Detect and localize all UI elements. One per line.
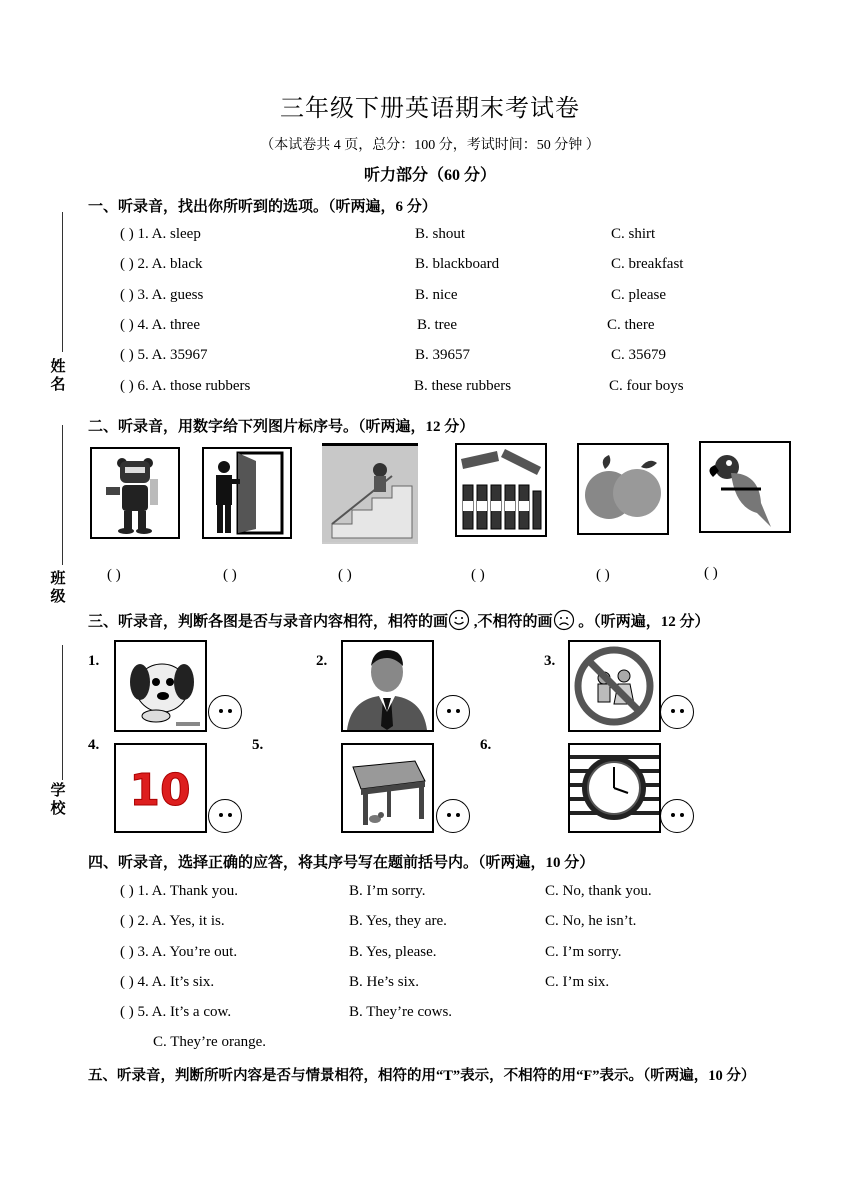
listen-item-2-option-c: C. breakfast bbox=[611, 256, 684, 273]
response-item-3-option-b: B. Yes, please. bbox=[349, 943, 437, 960]
face-circle[interactable] bbox=[436, 695, 470, 729]
listen-item-5-option-c: C. 35679 bbox=[611, 347, 667, 364]
listen-item-3-option-c: C. please bbox=[611, 286, 666, 303]
listen-item-4-option-c: C. there bbox=[607, 316, 655, 333]
number-ten-icon bbox=[114, 743, 207, 833]
page-title: 三年级下册英语期末考试卷 bbox=[280, 96, 580, 122]
face-circle[interactable] bbox=[436, 799, 470, 833]
listen-item-3-question[interactable]: ( ) 3. A. guess bbox=[120, 286, 204, 303]
answer-paren-2[interactable]: ( ) bbox=[223, 567, 237, 583]
frown-icon bbox=[553, 609, 575, 636]
answer-paren-4[interactable]: ( ) bbox=[471, 567, 485, 583]
listen-item-1-question[interactable]: ( ) 1. A. sleep bbox=[120, 226, 201, 242]
listen-item-1-option-b: B. shout bbox=[415, 226, 466, 242]
section-4-heading: 四、听录音，选择正确的应答，将其序号写在题前括号内。（听两遍，10 分） bbox=[88, 855, 595, 871]
table-bird-icon bbox=[341, 743, 434, 833]
item-number: 3. bbox=[544, 653, 556, 669]
parrot-icon bbox=[699, 441, 791, 533]
section-1-heading: 一、听录音，找出你所听到的选项。（听两遍，6 分） bbox=[88, 199, 437, 215]
crayons-icon bbox=[455, 443, 547, 537]
answer-paren-1[interactable]: ( ) bbox=[107, 567, 121, 583]
listen-item-6-question[interactable]: ( ) 6. A. those rubbers bbox=[120, 377, 251, 394]
stairs-icon bbox=[322, 443, 418, 544]
name-label: 姓 名 bbox=[50, 359, 66, 393]
class-line bbox=[62, 425, 63, 565]
listen-item-2-option-b: B. blackboard bbox=[415, 256, 500, 273]
listen-item-4-question[interactable]: ( ) 4. A. three bbox=[120, 316, 200, 333]
oranges-icon bbox=[577, 443, 669, 535]
smile-icon bbox=[448, 609, 470, 636]
answer-paren-3[interactable]: ( ) bbox=[338, 567, 352, 583]
response-item-1-option-b: B. I’m sorry. bbox=[349, 883, 426, 899]
response-item-2-option-c: C. No, he isn’t. bbox=[545, 913, 637, 930]
listen-item-6-option-c: C. four boys bbox=[609, 377, 684, 394]
option-c-extra: C. They’re orange. bbox=[153, 1034, 267, 1050]
class-label: 班 级 bbox=[50, 571, 66, 605]
listen-item-5-option-b: B. 39657 bbox=[415, 347, 471, 364]
listen-item-3-option-b: B. nice bbox=[415, 286, 458, 303]
no-children-icon bbox=[568, 640, 661, 732]
clock-icon bbox=[568, 743, 661, 833]
part-heading: 听力部分（60 分） bbox=[363, 167, 496, 184]
item-number: 5. bbox=[252, 737, 264, 753]
response-item-2-option-b: B. Yes, they are. bbox=[349, 913, 447, 930]
listen-item-5-question[interactable]: ( ) 5. A. 35967 bbox=[120, 347, 208, 364]
section-3-heading: 三、听录音，判断各图是否与录音内容相符，相符的画 ,不相符的画 。（听两遍，12 分） bbox=[88, 609, 710, 636]
response-item-1-question[interactable]: ( ) 1. A. Thank you. bbox=[120, 883, 239, 899]
man-icon bbox=[341, 640, 434, 732]
item-number: 1. bbox=[88, 653, 100, 669]
response-item-4-question[interactable]: ( ) 4. A. It’s six. bbox=[120, 973, 215, 990]
section-5-heading: 五、听录音，判断所听内容是否与情景相符，相符的用“T”表示，不相符的用“F”表示。（听两遍，10 分） bbox=[88, 1068, 756, 1084]
face-circle[interactable] bbox=[208, 695, 242, 729]
item-number: 4. bbox=[88, 737, 100, 753]
response-item-3-option-c: C. I’m sorry. bbox=[545, 943, 622, 960]
school-label: 学 校 bbox=[50, 783, 66, 817]
response-item-4-option-c: C. I’m six. bbox=[545, 973, 610, 990]
name-line bbox=[62, 212, 63, 352]
listen-item-4-option-b: B. tree bbox=[417, 316, 457, 333]
item-number: 6. bbox=[480, 737, 492, 753]
listen-item-6-option-b: B. these rubbers bbox=[414, 377, 512, 394]
response-item-1-option-c: C. No, thank you. bbox=[545, 883, 652, 899]
response-item-3-question[interactable]: ( ) 3. A. You’re out. bbox=[120, 943, 238, 960]
response-item-5-question[interactable]: ( ) 5. A. It’s a cow. bbox=[120, 1004, 232, 1021]
answer-paren-5[interactable]: ( ) bbox=[596, 567, 610, 583]
door-icon bbox=[202, 447, 292, 539]
face-circle[interactable] bbox=[660, 799, 694, 833]
listen-item-2-question[interactable]: ( ) 2. A. black bbox=[120, 256, 203, 273]
answer-paren-6[interactable]: ( ) bbox=[704, 565, 718, 581]
response-item-5-option-b: B. They’re cows. bbox=[349, 1004, 453, 1021]
face-circle[interactable] bbox=[660, 695, 694, 729]
response-item-4-option-b: B. He’s six. bbox=[349, 973, 420, 990]
response-item-2-question[interactable]: ( ) 2. A. Yes, it is. bbox=[120, 913, 225, 930]
section-2-heading: 二、听录音，用数字给下列图片标序号。（听两遍，12 分） bbox=[88, 419, 475, 435]
svg-text:10: 10 bbox=[129, 765, 191, 816]
school-line bbox=[62, 645, 63, 780]
exam-info: （本试卷共 4 页，总分：100 分，考试时间：50 分钟 ） bbox=[260, 138, 600, 153]
item-number: 2. bbox=[316, 653, 328, 669]
face-circle[interactable] bbox=[208, 799, 242, 833]
robot-icon bbox=[90, 447, 180, 539]
dog-icon bbox=[114, 640, 207, 732]
listen-item-1-option-c: C. shirt bbox=[611, 226, 656, 242]
